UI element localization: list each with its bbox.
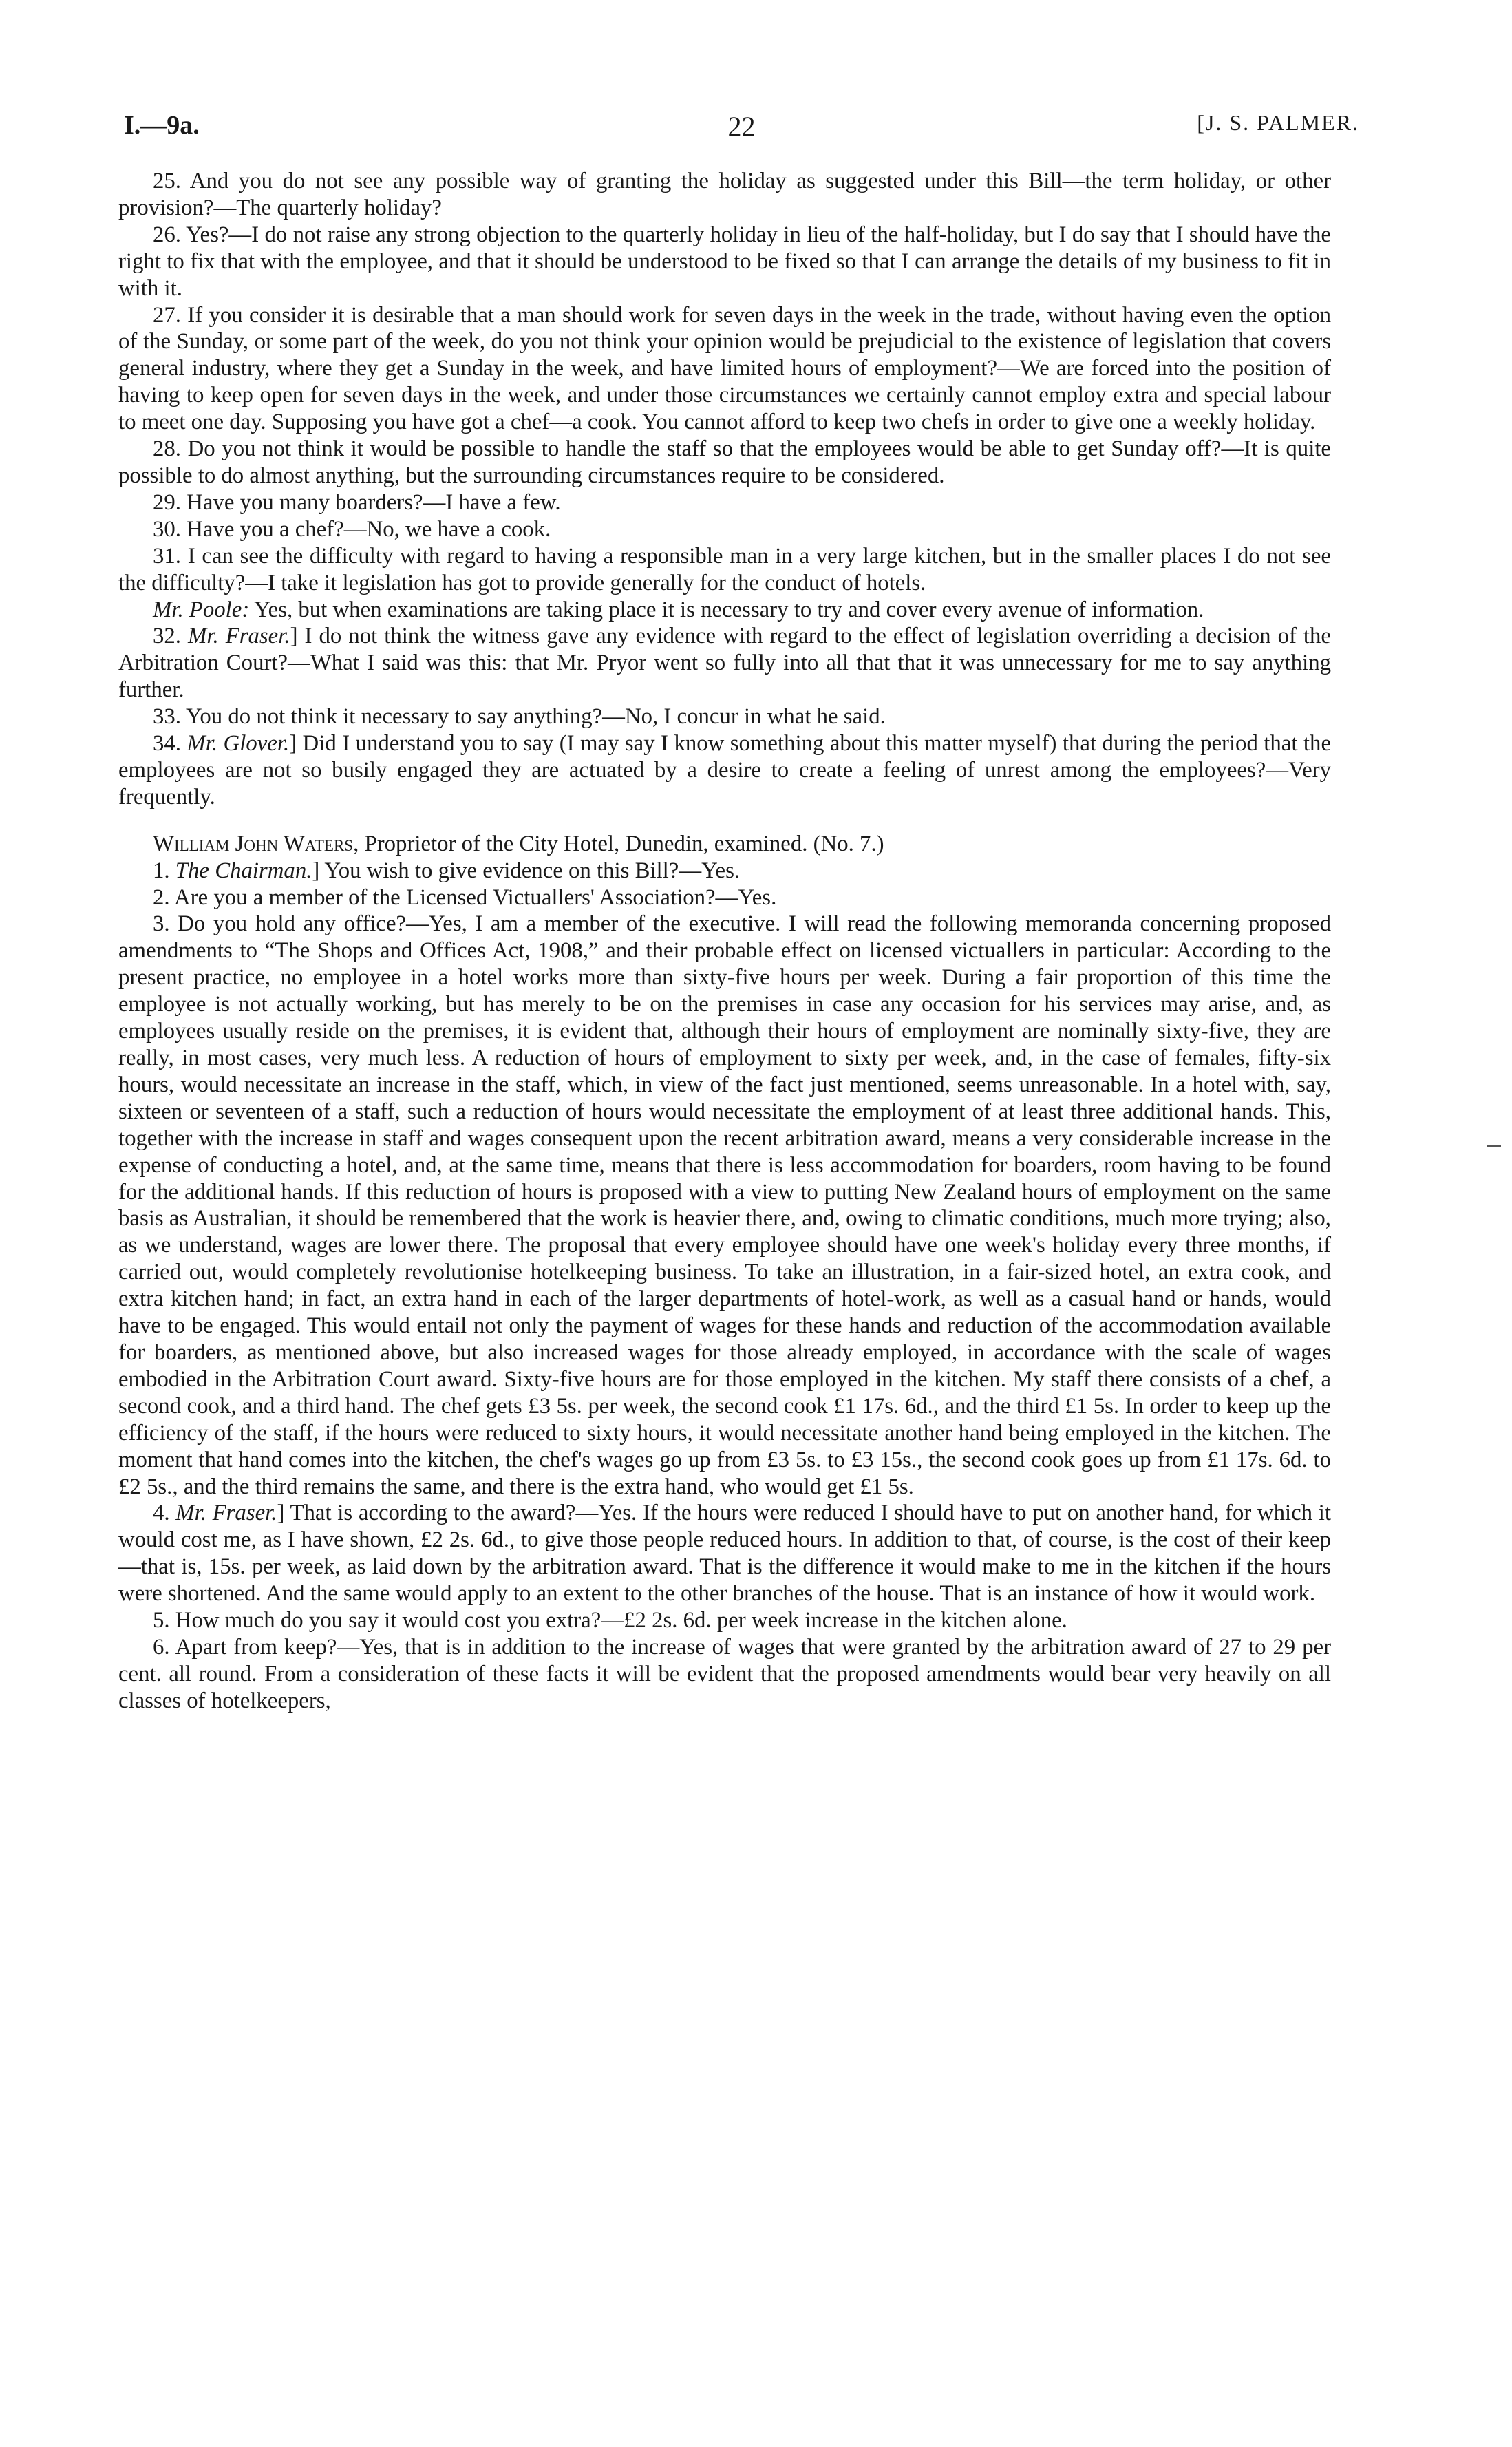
paragraph-32	[118, 623, 1331, 703]
paragraph-text: ] You wish to give evidence on this Bill?—Yes.	[312, 858, 741, 883]
paragraph-31: 31. I can see the difficulty with regard to having a responsible man in a very large kitchen, but in the smaller places I do not see the difficulty?—I take it legislation has got to provide generally for the conduct of hotels.	[118, 543, 1331, 595]
paragraph-29: 29. Have you many boarders?—I have a few.	[153, 489, 561, 515]
paragraph-26: 26. Yes?—I do not raise any strong objection to the quarterly holiday in lieu of the half-holiday, but I do say that I should have the right to fix that with the employee, and that it should be understood to be fixed so that I can arrange the details of my business to fit in with it.	[118, 222, 1331, 301]
document-reference: I.—9a.	[124, 111, 200, 140]
paragraph-number: 34.	[153, 731, 187, 756]
witness-running-head: [J. S. PALMER.	[1197, 110, 1359, 135]
waters-paragraph-4	[118, 1500, 1331, 1607]
paragraph-30: 30. Have you a chef?—No, we have a cook.	[153, 516, 551, 542]
waters-paragraph-1	[118, 858, 1331, 884]
document-body	[118, 168, 1331, 1715]
page-header	[124, 110, 1359, 151]
paragraph-text: ] I do not think the witness gave any evidence with regard to the effect of legislation overriding a decision of the Arbitration Court?—What I said was this: that Mr. Pryor went so fully into all that that it was unnecessary for me to say anything further.	[118, 624, 1331, 703]
witness-description: , Proprietor of the City Hotel, Dunedin, examined. (No. 7.)	[353, 831, 884, 856]
speaker-name: Mr. Poole:	[153, 597, 250, 622]
paragraph-34	[118, 730, 1331, 811]
speaker-name: The Chairman.	[175, 858, 312, 883]
speaker-name: Mr. Glover.	[187, 731, 290, 756]
waters-paragraph-2: 2. Are you a member of the Licensed Victuallers' Association?—Yes.	[153, 884, 777, 910]
witness-name: William John Waters	[153, 831, 354, 856]
paragraph-text: Yes, but when examinations are taking place it is necessary to try and cover every avenue of information.	[249, 597, 1204, 622]
speaker-name: Mr. Fraser.	[175, 1501, 277, 1526]
paragraph-27: 27. If you consider it is desirable that a man should work for seven days in the week in the trade, without having even the option of the Sunday, or some part of the week, do you not think your opinion would be prejudicial to the existence of legislation that covers general industry, where they get a Sunday in the week, and have limited hours of employment?—We are forced into the position of having to keep open for seven days in the week, and under those circumstances we certainly cannot employ extra and special labour to meet one day. Supposing you have got a chef—a cook. You cannot afford to keep two chefs in order to give one a weekly holiday.	[118, 302, 1331, 435]
paragraph-number: 32.	[153, 624, 189, 649]
witness-heading	[118, 831, 1331, 858]
paragraph-25: 25. And you do not see any possible way of granting the holiday as suggested under this Bill—the term holiday, or other provision?—The quarterly holiday?	[118, 169, 1331, 220]
margin-mark	[1487, 1145, 1501, 1147]
paragraph-28: 28. Do you not think it would be possible to handle the staff so that the employees would be able to get Sunday off?—It is quite possible to do almost anything, but the surrounding circumstances require to be considered.	[118, 436, 1331, 488]
waters-paragraph-6: 6. Apart from keep?—Yes, that is in addition to the increase of wages that were granted by the arbitration award of 27 to 29 per cent. all round. From a consideration of these facts it will be evident that the proposed amendments would bear very heavily on all classes of hotelkeepers,	[118, 1634, 1331, 1713]
speaker-name: Mr. Fraser.	[188, 624, 290, 649]
page-number: 22	[727, 111, 756, 142]
waters-paragraph-3: 3. Do you hold any office?—Yes, I am a member of the executive. I will read the following memoranda concerning proposed amendments to “The Shops and Offices Act, 1908,” and their probable effect on licensed victuallers in particular: According to the present practice, no employee in a hotel works more than sixty-five hours per week. During a fair proportion of this time the employee is not actually working, but has merely to be on the premises in case any occasion for his services may arise, and, as employees usually reside on the premises, it is evident that, although their hours of employment are nominally sixty-five, they are really, in most cases, very much less. A reduction of hours of employment to sixty per week, and, in the case of females, fifty-six hours, would necessitate an increase in the staff, which, in view of the fact just mentioned, seems unreasonable. In a hotel with, say, sixteen or seventeen of a staff, such a reduction of hours would necessitate the employment of at least three additional hands. This, together with the increase in staff and wages consequent upon the recent arbitration award, means a very considerable increase in the expense of conducting a hotel, and, at the same time, means that there is less accommodation for boarders, room having to be found for the additional hands. If this reduction of hours is proposed with a view to putting New Zealand hours of employment on the same basis as Australian, it should be remembered that the work is heavier there, and, owing to climatic conditions, much more trying; also, as we understand, wages are lower there. The proposal that every employee should have one week's holiday every three months, if carried out, would completely revolutionise hotelkeeping business. To take an illustration, in a fair-sized hotel, an extra cook, and extra kitchen hand; in fact, an extra hand in each of the larger departments of hotel-work, as well as a casual hand or hands, would have to be engaged. This would entail not only the payment of wages for these hands and reduction of the accommodation available for boarders, as mentioned above, but also increased wages for those already employed, in accordance with the scale of wages embodied in the Arbitration Court award. Sixty-five hours are for those employed in the kitchen. My staff there consists of a chef, a second cook, and a third hand. The chef gets £3 5s. per week, the second cook £1 17s. 6d., and the third £1 5s. In order to keep up the efficiency of the staff, if the hours were reduced to sixty hours, it would necessitate another hand being employed in the kitchen. The moment that hand comes into the kitchen, the chef's wages go up from £3 5s. to £3 15s., the second cook goes up from £1 17s. 6d. to £2 5s., and the third remains the same, and there is the extra hand, who would get £1 5s.	[118, 911, 1331, 1499]
paragraph-poole	[118, 597, 1331, 624]
paragraph-text: ] Did I understand you to say (I may say I know something about this matter myself) that during the period that the employees are not so busily engaged they are actuated by a desire to create a feeling of unrest among the employees?—Very frequently.	[118, 731, 1331, 809]
paragraph-number: 4.	[153, 1501, 176, 1526]
paragraph-number: 1.	[153, 858, 175, 883]
waters-paragraph-5: 5. How much do you say it would cost you extra?—£2 2s. 6d. per week increase in the kitchen alone.	[153, 1608, 1067, 1633]
paragraph-33: 33. You do not think it necessary to say anything?—No, I concur in what he said.	[153, 704, 886, 730]
paragraph-text: ] That is according to the award?—Yes. If the hours were reduced I should have to put on another hand, for which it would cost me, as I have shown, £2 2s. 6d., to give those people reduced hours. In addition to that, of course, is the cost of their keep—that is, 15s. per week, as laid down by the arbitration award. That is the difference it would make to me in the kitchen if the hours were shortened. And the same would apply to an extent to the other branches of the house. That is an instance of how it would work.	[118, 1501, 1331, 1607]
